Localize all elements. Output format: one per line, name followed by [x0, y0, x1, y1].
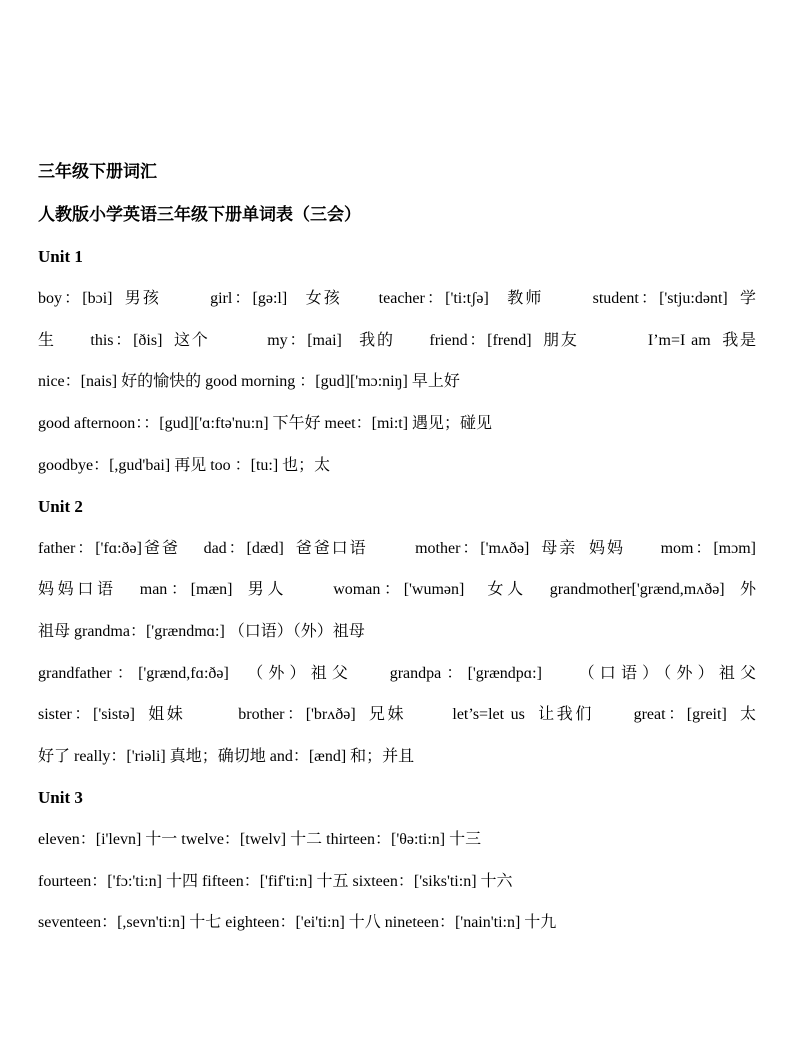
- vocab-line-text: father：['fɑ:ðə]爸爸 dad：[dæd] 爸爸口语 mother：['mʌðə] 母亲 妈妈 mom：[mɔm]: [38, 540, 756, 557]
- vocab-line-text: boy：[bɔi] 男孩 girl：[gə:l] 女孩 teacher：['ti:tʃə] 教师 student：['stju:dənt] 学: [38, 290, 756, 307]
- vocab-line: [38, 539, 756, 559]
- vocab-line: nice：[nais] 好的愉快的 good morning ：[gud]['mɔ:niŋ] 早上好: [38, 373, 460, 390]
- document-title: 三年级下册词汇: [38, 162, 157, 181]
- vocab-line: goodbye：[,gud'bai] 再见 too ：[tu:] 也；太: [38, 457, 331, 474]
- vocab-line: [38, 289, 756, 309]
- vocab-line: [38, 580, 756, 600]
- unit-heading: Unit 1: [38, 247, 83, 266]
- vocab-line: [38, 664, 756, 684]
- unit-heading: Unit 3: [38, 788, 83, 807]
- vocab-line: seventeen：[,sevn'ti:n] 十七 eighteen：['ei'ti:n] 十八 nineteen：['nain'ti:n] 十九: [38, 914, 557, 931]
- vocab-line: fourteen：['fɔ:'ti:n] 十四 fifteen：['fif'ti:n] 十五 sixteen：['siks'ti:n] 十六: [38, 873, 513, 890]
- vocab-line-text: grandfather：['grænd,fɑ:ðə] （外）祖父 grandpa：['grændpɑ:] （口语）（外）祖父: [38, 665, 756, 682]
- document-subtitle: 人教版小学英语三年级下册单词表（三会）: [38, 205, 361, 224]
- vocab-line: [38, 331, 756, 351]
- vocab-line: [38, 705, 756, 725]
- vocab-line: 祖母 grandma：['grændmɑ:] （口语）（外）祖母: [38, 623, 365, 640]
- vocab-line-text: 生 this：[ðis] 这个 my：[mai] 我的 friend：[frend] 朋友 I’m=I am 我是: [38, 332, 756, 349]
- vocab-line: 好了 really：['riəli] 真地；确切地 and：[ænd] 和；并且: [38, 748, 415, 765]
- unit-heading: Unit 2: [38, 497, 83, 516]
- vocab-line: eleven：[i'levn] 十一 twelve：[twelv] 十二 thirteen：['θə:ti:n] 十三: [38, 831, 482, 848]
- vocab-line: good afternoon：：[gud]['ɑ:ftə'nu:n] 下午好 meet：[mi:t] 遇见；碰见: [38, 415, 493, 432]
- vocab-line-text: 妈妈口语 man：[mæn] 男人 woman：['wumən] 女人 grandmother['grænd,mʌðə] 外: [38, 581, 756, 598]
- vocab-line-text: sister：['sistə] 姐妹 brother：['brʌðə] 兄妹 let’s=let us 让我们 great：[greit] 太: [38, 706, 756, 723]
